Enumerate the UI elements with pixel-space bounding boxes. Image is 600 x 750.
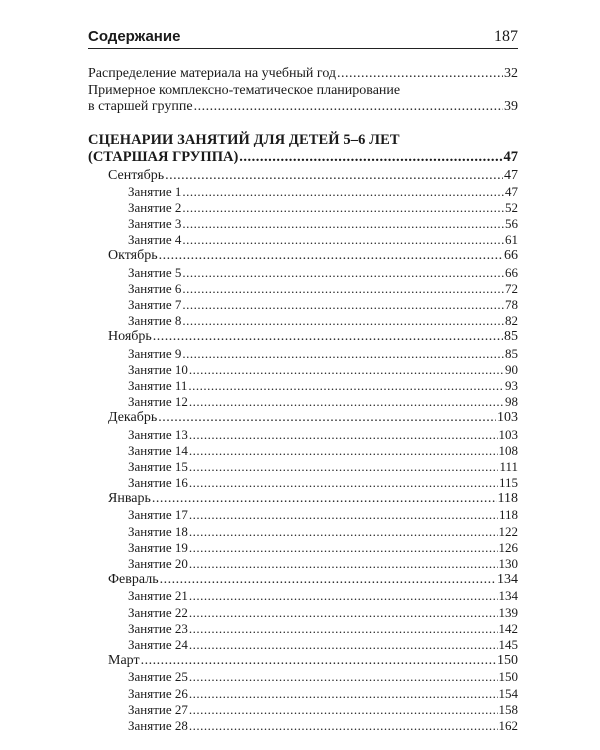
toc-entry-page: 130: [498, 556, 518, 571]
toc-entry-label: Январь: [108, 491, 151, 507]
toc-entry-page: 122: [498, 523, 518, 539]
toc-entry-label: Занятие 14: [128, 442, 188, 458]
toc-entry-label: Занятие 9: [128, 345, 182, 361]
toc-entry-page: 32: [504, 66, 518, 81]
dot-leader: [189, 507, 498, 523]
toc-entry-page: 142: [498, 620, 518, 636]
dot-leader: [189, 394, 504, 410]
toc-month-entry[interactable]: [88, 491, 518, 507]
toc-lesson-entry[interactable]: [88, 297, 518, 313]
toc-lesson-entry[interactable]: [88, 378, 518, 394]
toc-entry-label: Занятие 16: [128, 475, 188, 491]
toc-month-entry[interactable]: [88, 329, 518, 345]
toc-entry-label: Занятие 2: [128, 199, 182, 215]
toc-lesson-entry[interactable]: [88, 281, 518, 297]
toc-entry-page: 82: [505, 313, 518, 329]
section-page: 47: [503, 148, 518, 165]
running-head: [88, 26, 518, 49]
toc-entry-page: 154: [498, 685, 518, 701]
toc-entry-label: Занятие 17: [128, 507, 188, 523]
toc-entry-label: Занятие 21: [128, 588, 188, 604]
toc-entry-page: 85: [505, 345, 518, 361]
toc-lesson-entry[interactable]: [88, 443, 518, 459]
toc-entry-page: 98: [505, 394, 518, 410]
toc-entry-label: Занятие 19: [128, 539, 188, 555]
toc-lesson-entry[interactable]: [88, 669, 518, 685]
toc-entry-page: 47: [504, 167, 518, 183]
toc-lesson-entry[interactable]: [88, 605, 518, 621]
section-title-line1[interactable]: СЦЕНАРИИ ЗАНЯТИЙ ДЛЯ ДЕТЕЙ 5–6 ЛЕТ: [88, 131, 400, 148]
toc-lesson-entry[interactable]: [88, 362, 518, 378]
toc-lesson-entry[interactable]: [88, 200, 518, 216]
table-of-contents: [88, 66, 518, 734]
dot-leader: [189, 556, 498, 572]
toc-entry-page: 56: [505, 216, 518, 232]
toc-lesson-entry[interactable]: [88, 216, 518, 232]
toc-entry-page: 108: [498, 442, 518, 458]
toc-entry-label: Занятие 12: [128, 394, 188, 410]
dot-leader: [189, 588, 498, 604]
toc-lesson-entry[interactable]: [88, 313, 518, 329]
toc-month-entry[interactable]: [88, 248, 518, 264]
dot-leader: [189, 427, 498, 443]
dot-leader: [189, 459, 499, 475]
running-head-title: Содержание: [88, 28, 181, 45]
toc-entry-page: 103: [498, 426, 518, 442]
toc-month-entry[interactable]: [88, 410, 518, 426]
toc-entry-page: 158: [498, 701, 518, 717]
dot-leader: [165, 168, 503, 184]
dot-leader: [189, 475, 498, 491]
toc-entry-label: Занятие 7: [128, 297, 182, 312]
toc-entry-label: Занятие 27: [128, 701, 188, 717]
toc-lesson-entry[interactable]: [88, 394, 518, 410]
toc-entry-page: 150: [497, 653, 518, 669]
dot-leader: [182, 281, 504, 297]
toc-entry-page: 39: [504, 99, 518, 114]
toc-entry-page: 103: [497, 410, 518, 426]
dot-leader: [182, 297, 504, 313]
toc-lesson-entry[interactable]: [88, 637, 518, 653]
toc-lesson-entry[interactable]: [88, 556, 518, 572]
dot-leader: [239, 149, 502, 166]
toc-entry-page: 61: [505, 232, 518, 248]
dot-leader: [189, 718, 498, 734]
dot-leader: [189, 540, 498, 556]
dot-leader: [189, 686, 498, 702]
toc-entry-label: Занятие 18: [128, 523, 188, 539]
toc-entry-page: 134: [497, 572, 518, 588]
toc-entry-label-line2: в старшей группе: [88, 99, 193, 114]
toc-entry-page: 134: [498, 588, 518, 604]
toc-lesson-entry[interactable]: [88, 718, 518, 734]
toc-entry-label: Занятие 4: [128, 232, 182, 248]
toc-entry-page: 90: [505, 361, 518, 377]
dot-leader: [182, 346, 504, 362]
toc-entry-page: 118: [498, 507, 518, 523]
toc-entry-page: 118: [497, 491, 518, 507]
toc-entry-page: 47: [505, 183, 518, 199]
toc-entry-label: Ноябрь: [108, 329, 152, 345]
dot-leader: [189, 524, 498, 540]
toc-intro: [88, 66, 518, 116]
toc-month-entry[interactable]: [88, 572, 518, 588]
toc-entry-label: Декабрь: [108, 410, 158, 426]
dot-leader: [189, 621, 498, 637]
toc-entry-page: 66: [505, 264, 518, 280]
toc-lesson-entry[interactable]: [88, 524, 518, 540]
toc-entry-page: 52: [505, 199, 518, 215]
toc-entries: [88, 168, 518, 735]
toc-lesson-entry[interactable]: [88, 475, 518, 491]
dot-leader: [188, 378, 504, 394]
toc-entry-page: 162: [498, 717, 518, 733]
toc-entry-page: 126: [498, 539, 518, 555]
dot-leader: [182, 184, 504, 200]
dot-leader: [182, 200, 504, 216]
dot-leader: [182, 232, 504, 248]
dot-leader: [182, 265, 504, 281]
page-number: 187: [494, 28, 518, 45]
toc-lesson-entry[interactable]: [88, 459, 518, 475]
dot-leader: [189, 637, 498, 653]
toc-entry-label: Занятие 20: [128, 556, 188, 571]
toc-section: [88, 132, 518, 735]
toc-entry-label: Занятие 22: [128, 604, 188, 620]
toc-entry-page: 145: [498, 636, 518, 652]
toc-entry-label: Февраль: [108, 572, 159, 588]
toc-entry-page: 111: [499, 458, 518, 474]
toc-entry-label: Занятие 11: [128, 377, 188, 393]
toc-entry-label: Октябрь: [108, 248, 158, 264]
dot-leader: [159, 248, 503, 264]
toc-lesson-entry[interactable]: [88, 265, 518, 281]
dot-leader: [152, 491, 497, 507]
dot-leader: [189, 702, 498, 718]
toc-lesson-entry[interactable]: [88, 540, 518, 556]
toc-entry-label: Занятие 28: [128, 717, 188, 733]
toc-month-entry[interactable]: [88, 653, 518, 669]
toc-lesson-entry[interactable]: [88, 702, 518, 718]
toc-lesson-entry[interactable]: [88, 427, 518, 443]
toc-entry-label: Занятие 8: [128, 313, 182, 329]
toc-entry-label: Занятие 1: [128, 183, 182, 199]
toc-entry-page: 85: [504, 329, 518, 345]
dot-leader: [189, 443, 498, 459]
toc-entry[interactable]: [88, 66, 518, 83]
toc-lesson-entry[interactable]: [88, 507, 518, 523]
toc-entry-label: Занятие 23: [128, 620, 188, 636]
toc-month-entry[interactable]: [88, 168, 518, 184]
toc-entry-label: Занятие 5: [128, 264, 182, 280]
toc-entry-page: 78: [505, 297, 518, 312]
toc-entry-page: 93: [505, 377, 518, 393]
dot-leader: [337, 66, 503, 83]
dot-leader: [141, 653, 496, 669]
toc-entry[interactable]: [88, 99, 518, 116]
dot-leader: [194, 99, 503, 116]
toc-entry-label: Занятие 6: [128, 280, 182, 296]
toc-entry-label-line1[interactable]: Примерное комплексно-тематическое планирование: [88, 82, 401, 98]
toc-entry-page: 72: [505, 280, 518, 296]
section-title-entry[interactable]: [88, 149, 518, 166]
toc-entry-page: 139: [498, 604, 518, 620]
toc-entry-label: Распределение материала на учебный год: [88, 66, 337, 81]
dot-leader: [182, 216, 504, 232]
toc-lesson-entry[interactable]: [88, 346, 518, 362]
dot-leader: [189, 605, 498, 621]
toc-entry-label: Занятие 15: [128, 458, 188, 474]
toc-lesson-entry[interactable]: [88, 232, 518, 248]
toc-lesson-entry[interactable]: [88, 184, 518, 200]
toc-entry-label: Март: [108, 653, 140, 669]
dot-leader: [189, 362, 504, 378]
toc-entry-label: Занятие 10: [128, 361, 188, 377]
toc-entry-label: Занятие 24: [128, 636, 188, 652]
dot-leader: [160, 572, 496, 588]
toc-entry-label: Занятие 3: [128, 216, 182, 232]
toc-lesson-entry[interactable]: [88, 686, 518, 702]
toc-entry-label: Сентябрь: [108, 167, 165, 183]
toc-entry-page: 66: [504, 248, 518, 264]
toc-entry-label: Занятие 25: [128, 669, 188, 685]
dot-leader: [158, 410, 496, 426]
toc-entry-page: 115: [498, 475, 518, 491]
toc-entry-page: 150: [498, 669, 518, 685]
toc-entry-label: Занятие 13: [128, 426, 188, 442]
toc-lesson-entry[interactable]: [88, 621, 518, 637]
section-title-line2: (СТАРШАЯ ГРУППА): [88, 148, 239, 165]
dot-leader: [182, 313, 504, 329]
toc-lesson-entry[interactable]: [88, 588, 518, 604]
toc-entry-label: Занятие 26: [128, 685, 188, 701]
dot-leader: [153, 329, 503, 345]
dot-leader: [189, 669, 498, 685]
